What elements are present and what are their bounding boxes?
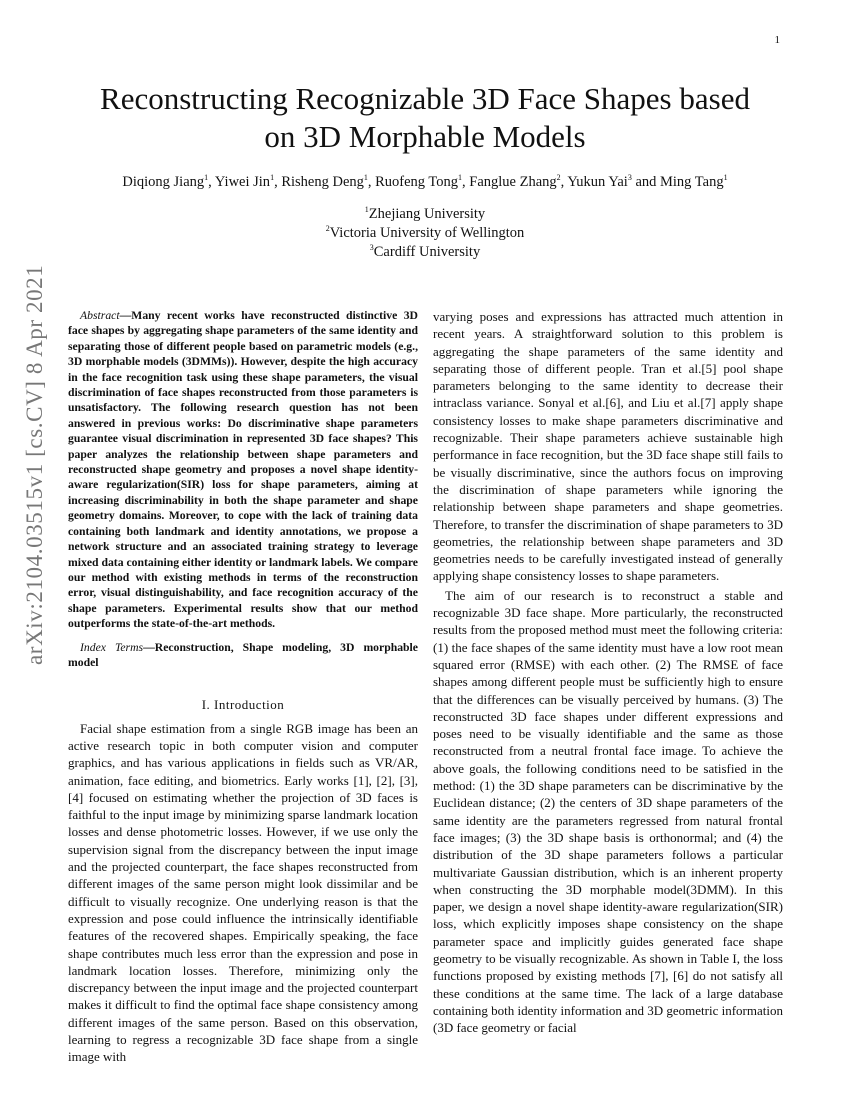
affiliation (40, 243, 810, 261)
author-sup: 1 (204, 173, 209, 182)
title-line-1: Reconstructing Recognizable 3D Face Shapes based (100, 81, 750, 116)
affiliation-name: Zhejiang University (368, 205, 486, 222)
author-sep: , (560, 173, 568, 190)
affiliation-name: Cardiff University (373, 243, 481, 260)
author: Fanglue Zhang (469, 173, 557, 190)
affiliation-name: Victoria University of Wellington (329, 224, 525, 241)
affiliation-sup: 3 (369, 243, 374, 252)
author-list (40, 173, 810, 191)
paragraph: varying poses and expressions has attracted much attention in recent years. A straightforward solution to this problem is aggregating the shape parameters of the same identity and separating those of different people. Tran et al.[5] pool shape parameters belonging to the same identity to decrease their intraclass variance. Sonyal et al.[6], and Liu et al.[7] apply shape consistency losses to make shape parameters discriminative and recognizable. Their shape parameters achieve sustainable high performance in face recognition, but the 3D face shape still fails to be visually discriminative, since the authors focus on improving the discrimination of shape parameters while ignoring the relationship between shape parameters and shape geometries. Therefore, to transfer the discrimination of shape parameters to 3D geometries, the relationship between shape parameters and 3D geometries needs to be carefully investigated instead of generally applying shape consistency losses to shape parameters. (433, 309, 783, 584)
paper-title (40, 80, 810, 156)
author-sup: 1 (363, 173, 368, 182)
author: Yiwei Jin (214, 173, 271, 190)
author-sep: , (208, 173, 215, 190)
index-terms-label: Index Terms (80, 640, 144, 654)
title-line-2: on 3D Morphable Models (264, 119, 586, 154)
author-sup: 1 (270, 173, 275, 182)
author-sup: 1 (723, 173, 728, 182)
abstract (68, 308, 418, 632)
author-sep: and (631, 173, 661, 190)
paragraph: The aim of our research is to reconstruct a stable and recognizable 3D face shape. More particularly, the reconstructed results from the proposed method must meet the following criteria: (1) the face shapes of the same identity must have a low root mean squared error (RMSE) with each other. (2) The RMSE of face shapes among different people must be sufficiently high to ensure that the differences can be visually perceived by humans. (3) The reconstructed 3D face shapes under different expressions and poses need to be visually identifiable and the same as those reconstructed from a neutral frontal face image. To achieve the above goals, the following conditions need to be satisfied in the method: (1) the 3D shape parameters can be discriminative by the Euclidean distance; (2) the centers of 3D shape parameters of the same identity are the parameters regressed from natural frontal face images; (3) the 3D shape basis is orthonormal; and (4) the distribution of the 3D shape parameters follows a particular multivariate Gaussian distribution, which is an inherent property when constructing the 3D morphable model(3DMM). In this paper, we design a novel shape identity-aware regularization(SIR) loss, which explicitly imposes shape consistency on the shape parameter space and implicitly guides generated face shape geometry to be visually recognizable. As shown in Table I, the loss functions proposed by existing methods [7], [6] do not satisfy all these conditions at the same time. The lack of a large database containing both identity information and 3D geometric information (3D face geometry or facial (433, 587, 783, 1036)
index-terms-text: —Reconstruction, Shape modeling, 3D morphable model (68, 640, 418, 669)
arxiv-stamp-text: arXiv:2104.03515v1 [cs.CV] 8 Apr 2021 (22, 264, 47, 665)
section-heading: I. Introduction (201, 697, 285, 713)
abstract-label: Abstract (80, 309, 120, 322)
affiliation (40, 224, 810, 242)
arxiv-stamp (18, 264, 50, 665)
author: Ming Tang (660, 173, 724, 190)
author-sep: , (462, 173, 470, 190)
page-number: 1 (774, 34, 780, 46)
author-sep: , (367, 173, 376, 190)
abstract-text: —Many recent works have reconstructed distinctive 3D face shapes by aggregating shape parameters of the same identity and separating those of different people based on parametric models (e.g., 3D morphable models (3DMMs)). However, despite the high accuracy in the face recognition task using these shape parameters, the visual discrimination of face shapes reconstructed from those parameters is unsatisfactory. The following research question has not been answered in previous works: Do discriminative shape parameters guarantee visual discrimination in represented 3D face shapes? This paper analyzes the relationship between shape parameters and reconstructed shape geometry and proposes a novel shape identity-aware regularization(SIR) loss for shape parameters, aiming at increasing discriminability in both the shape parameter and shape geometry domains. Moreover, to cope with the lack of training data containing both landmark and identity annotations, we propose a network structure and an associated training strategy to leverage mixed data containing either identity or landmark labels. We compare our method with existing methods in terms of the reconstruction error, visual distinguishability, and face recognition accuracy of the shape parameters. Experimental results show that our method outperforms the state-of-the-art methods. (68, 309, 418, 631)
affiliation (40, 205, 810, 223)
author-sup: 2 (556, 173, 561, 182)
author: Risheng Deng (281, 173, 364, 190)
paragraph: Facial shape estimation from a single RGB image has been an active research topic in both computer vision and computer graphics, and has various applications in fields such as VR/AR, animation, face editing, and biometrics. Early works [1], [2], [3], [4] focused on estimating whether the projection of 3D faces is faithful to the input image by minimizing sparse landmark location losses and dense photometric losses. However, if we use only the supervision signal from the discrepancy between the input image and the projected counterpart, the face shapes reconstructed from different images of the same person might look dissimilar and be difficult to visually recognize. One underlying reason is that the expression and pose could influence the intrinsically identifiable features of the recovered shapes. Empirically speaking, the face shape contributes much less error than the expression and pose in landmark location losses. Therefore, minimizing only the discrepancy between the input image and the projected counterpart makes it difficult to find the optimal face shape consistency among different images of the same person. Based on this observation, learning to regress a recognizable 3D face shape from a single image with (68, 720, 418, 1065)
author-sup: 3 (627, 173, 632, 182)
affiliation-sup: 1 (364, 205, 369, 214)
right-column (433, 308, 783, 1036)
index-terms (68, 640, 418, 671)
author-sep: , (274, 173, 282, 190)
author: Diqiong Jiang (122, 173, 205, 190)
left-column (68, 308, 418, 1066)
author: Yukun Yai (567, 173, 628, 190)
affiliation-sup: 2 (325, 224, 330, 233)
author-sup: 1 (458, 173, 463, 182)
author: Ruofeng Tong (375, 173, 459, 190)
